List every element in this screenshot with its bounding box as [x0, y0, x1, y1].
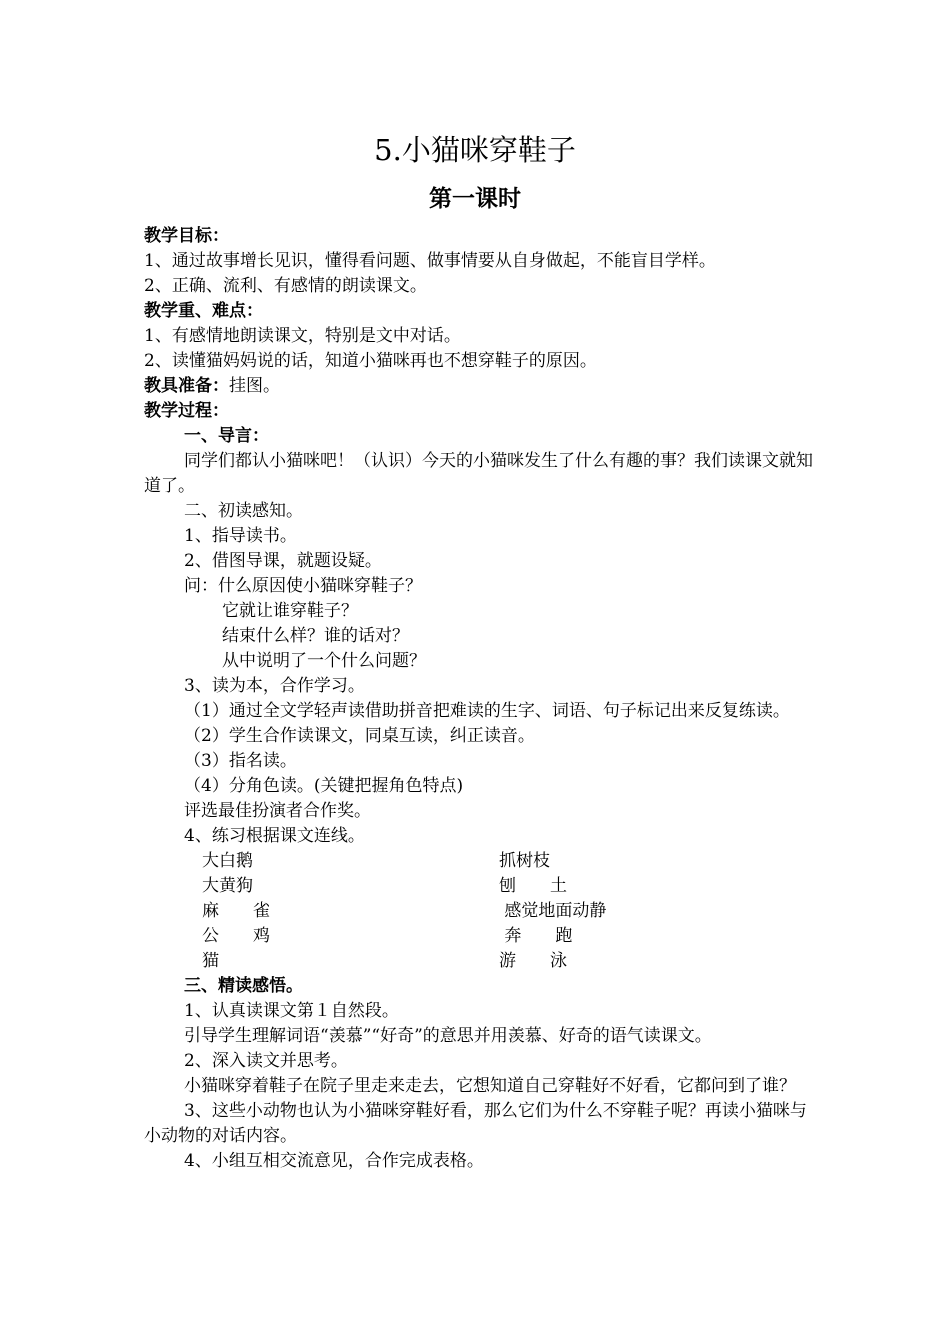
- section-3-item: 4、小组互相交流意见，合作完成表格。: [184, 1151, 484, 1171]
- sub-item: （3）指名读。: [184, 751, 297, 771]
- goals-heading: 教学目标：: [144, 226, 229, 246]
- matching-animals: [202, 849, 270, 974]
- match-left-item: 公 鸡: [202, 926, 270, 946]
- section-2-item: 1、指导读书。: [184, 526, 297, 546]
- sub-item: （4）分角色读。(关键把握角色特点): [184, 776, 464, 796]
- section-2-item: 2、借图导课，就题设疑。: [184, 551, 382, 571]
- section-1-heading: 一、导言：: [184, 426, 269, 446]
- tools-label: 教具准备：: [144, 376, 229, 396]
- match-left-item: 大黄狗: [202, 876, 253, 896]
- tools-line: [144, 374, 814, 399]
- lesson-body: [144, 224, 814, 1174]
- match-left-item: 麻 雀: [202, 901, 270, 921]
- lesson-subtitle: 第一课时: [429, 185, 521, 212]
- section-3-item: 2、深入读文并思考。: [184, 1051, 348, 1071]
- matching-actions: [499, 849, 606, 974]
- match-right-item: 奔 跑: [499, 926, 573, 946]
- key-point-item: 2、读懂猫妈妈说的话，知道小猫咪再也不想穿鞋子的原因。: [144, 351, 597, 371]
- question-line: 它就让谁穿鞋子？: [222, 601, 358, 621]
- section-3-item: 3、这些小动物也认为小猫咪穿鞋好看，那么它们为什么不穿鞋子呢？再读小猫咪与小动物的对话内容。: [144, 1101, 807, 1146]
- section-3-item: 引导学生理解词语“羡慕”“好奇”的意思并用羡慕、好奇的语气读课文。: [184, 1026, 712, 1046]
- match-left-item: 大白鹅: [202, 851, 253, 871]
- match-right-item: 刨 土: [499, 876, 567, 896]
- key-point-item: 1、有感情地朗读课文，特别是文中对话。: [144, 326, 461, 346]
- match-right-item: 抓树枝: [499, 851, 550, 871]
- goal-item: 2、正确、流利、有感情的朗读课文。: [144, 276, 427, 296]
- lesson-title: 5.小猫咪穿鞋子: [374, 133, 576, 167]
- section-2-item: 4、练习根据课文连线。: [184, 826, 365, 846]
- key-points-heading: 教学重、难点：: [144, 301, 263, 321]
- question-line: 从中说明了一个什么问题？: [222, 651, 426, 671]
- section-3-heading: 三、精读感悟。: [184, 976, 303, 996]
- question-line: 问：什么原因使小猫咪穿鞋子？: [184, 576, 422, 596]
- section-1-text: 同学们都认小猫咪吧！（认识）今天的小猫咪发生了什么有趣的事？我们读课文就知道了。: [144, 451, 813, 496]
- match-left-item: 猫: [202, 951, 219, 971]
- section-3-item: 小猫咪穿着鞋子在院子里走来走去，它想知道自己穿鞋好不好看，它都问到了谁？: [184, 1076, 796, 1096]
- section-2-item: 3、读为本，合作学习。: [184, 676, 365, 696]
- match-right-item: 感觉地面动静: [499, 901, 607, 921]
- sub-item: （2）学生合作读课文，同桌互读，纠正读音。: [184, 726, 535, 746]
- matching-exercise: [144, 849, 814, 974]
- tools-value: 挂图。: [229, 376, 280, 396]
- match-right-item: 游 泳: [499, 951, 567, 971]
- award-line: 评选最佳扮演者合作奖。: [184, 801, 371, 821]
- process-heading: 教学过程：: [144, 401, 229, 421]
- section-2-heading: 二、初读感知。: [184, 501, 303, 521]
- goal-item: 1、通过故事增长见识，懂得看问题、做事情要从自身做起，不能盲目学样。: [144, 251, 716, 271]
- sub-item: （1）通过全文学轻声读借助拼音把难读的生字、词语、句子标记出来反复练读。: [184, 701, 790, 721]
- question-line: 结束什么样？谁的话对？: [222, 626, 409, 646]
- section-3-item: 1、认真读课文第１自然段。: [184, 1001, 399, 1021]
